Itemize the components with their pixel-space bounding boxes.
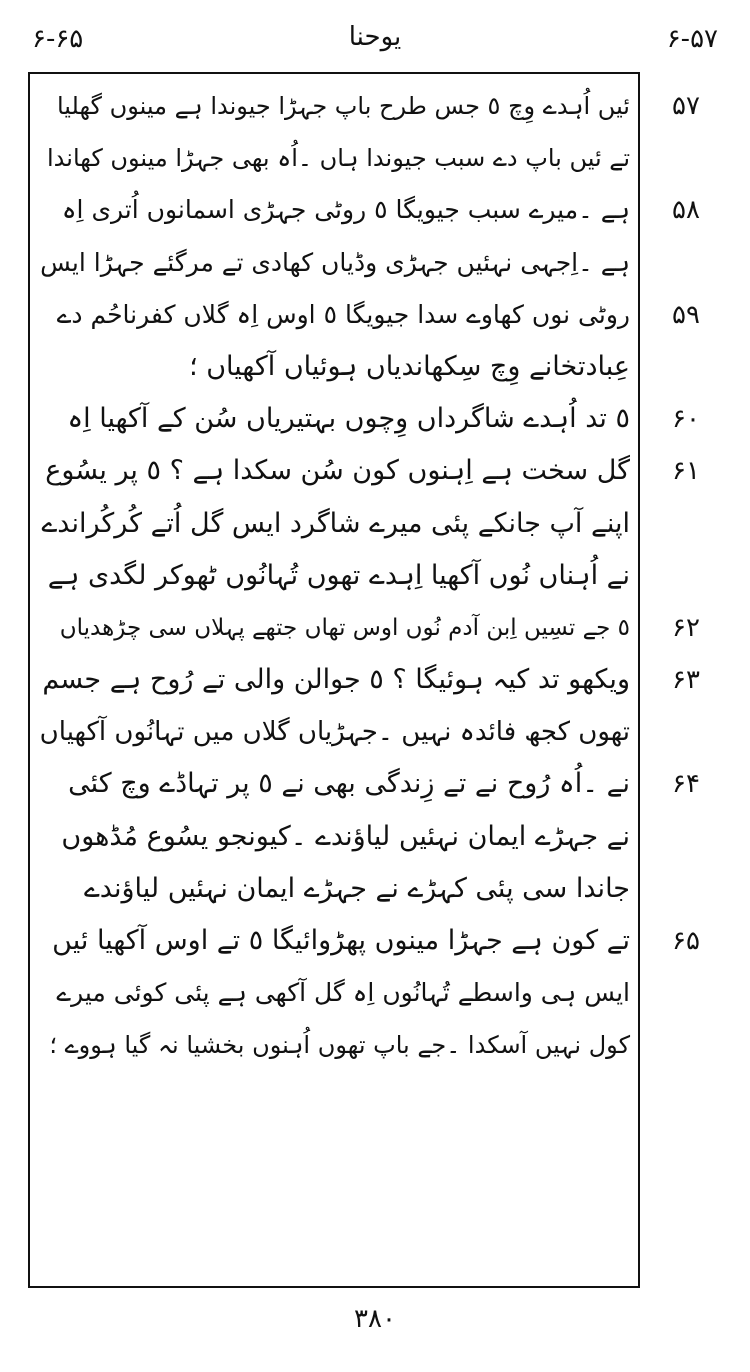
line-text: کول نہیں آسکدا ۔جے باپ تھوں اُہنوں بخشیا نہ گیا ہووے ؛: [49, 1031, 630, 1060]
verse-number: [650, 132, 722, 184]
scripture-text-block: [39, 80, 700, 1072]
verse-number: [650, 967, 722, 1019]
verse-number: ۶۲: [672, 612, 700, 643]
text-line: [40, 811, 630, 863]
text-line: [40, 132, 630, 184]
text-line: [40, 654, 700, 706]
frame-left-rule: [28, 72, 30, 1288]
text-line: [40, 915, 700, 967]
line-text: تے ئیں باپ دے سبب جیوندا ہاں ۔اُہ بھی جہڑا مینوں کھاندا: [47, 144, 630, 173]
verse-number: [650, 550, 722, 602]
line-text: روٹی نوں کھاوے سدا جیویگا ٥ اوس اِہ گلاں کفرناحُم دے: [56, 299, 630, 329]
page-number: ۳۸۰: [354, 1304, 396, 1334]
text-line: [40, 967, 630, 1019]
page-header: [18, 14, 732, 64]
line-text: اپنے آپ جانکے پئی میرے شاگرد ایس گل اُتے کُرکُراندے: [41, 507, 630, 539]
verse-number: [650, 498, 722, 550]
verse-number: ۶۳: [672, 665, 700, 696]
text-line: [40, 445, 700, 497]
line-text: تھوں کجھ فائدہ نہیں ۔جہڑیاں گلاں میں تہانُوں آکھیاں: [39, 717, 630, 748]
text-line: [40, 863, 630, 915]
frame-top-rule: [28, 72, 640, 74]
line-text: ایس ہی واسطے تُہانُوں اِہ گل آکھی ہے پئی کوئی میرے: [56, 978, 630, 1008]
line-text: نے جہڑے ایمان نہئیں لیاؤندے ۔کیونجو یسُوع مُڈھوں: [61, 820, 630, 852]
frame-right-rule: [638, 72, 640, 1288]
verse-number: ۶۱: [672, 456, 700, 487]
text-line: [40, 758, 700, 810]
line-text: عِبادتخانے وِچ سِکھاندیاں ہوئیاں آکھیاں ؛: [189, 350, 630, 382]
verse-number: ۵۹: [672, 299, 700, 330]
header-right-verse-range: ۶-۵۷: [666, 24, 718, 54]
text-line: [40, 706, 630, 758]
line-text: ئیں اُہدے وِچ ٥ جس طرح باپ جہڑا جیوندا ہے مینوں گھلیا: [56, 92, 630, 120]
verse-number: [650, 706, 722, 758]
book-title: یوحنا: [348, 22, 402, 52]
text-line: [40, 184, 700, 236]
text-line: [40, 237, 630, 289]
text-line: [40, 1019, 630, 1071]
verse-number: [650, 1019, 722, 1071]
line-text: تے کون ہے جہڑا مینوں پھڑوائیگا ٥ تے اوس آکھیا ئیں: [52, 925, 630, 956]
line-text: نے ۔اُہ رُوح نے تے زِندگی بھی نے ٥ پر تہاڈے وچ کئی: [68, 768, 630, 800]
text-line: [40, 80, 700, 132]
text-line: [40, 602, 700, 654]
text-line: [40, 289, 700, 341]
verse-number: [650, 237, 722, 289]
line-text: ٥ جے تسِیں اِبن آدم نُوں اوس تھاں جتھے پہلاں سی چڑھدیاں: [59, 614, 630, 641]
verse-number: ۶۵: [672, 926, 700, 956]
verse-number: ۶۰: [672, 404, 700, 435]
line-text: جاندا سی پئی کہڑے نے جہڑے ایمان نہئیں لیاؤندے: [83, 872, 630, 904]
line-text: نے اُہناں نُوں آکھیا اِہدے تھوں تُہانُوں ٹھوکر لگدی ہے: [47, 559, 630, 591]
verse-number: [650, 863, 722, 915]
verse-number: ۵۸: [672, 195, 700, 226]
line-text: ویکھو تد کیہ ہوئیگا ؟ ٥ جوالن والی تے رُوح ہے جسم: [42, 664, 630, 696]
line-text: ہے ۔میرے سبب جیویگا ٥ روٹی جہڑی اسمانوں اُتری اِہ: [61, 195, 630, 225]
verse-number: ۶۴: [672, 769, 700, 800]
text-line: [40, 498, 630, 550]
line-text: ٥ تد اُہدے شاگرداں وِچوں بہتیریاں سُن کے آکھیا اِہ: [67, 403, 630, 435]
line-text: گل سخت ہے اِہنوں کون سُن سکدا ہے ؟ ٥ پر یسُوع: [45, 455, 630, 487]
verse-number: [650, 811, 722, 863]
verse-number: ۵۷: [672, 91, 700, 121]
text-line: [40, 393, 700, 445]
verse-number: [650, 341, 722, 393]
text-line: [40, 341, 630, 393]
text-line: [40, 550, 630, 602]
header-left-verse-range: ۶-۶۵: [32, 24, 84, 54]
line-text: ہے ۔اِجہی نہئیں جہڑی وڈیاں کھادی تے مرگئے جہڑا ایس: [40, 247, 630, 277]
frame-bottom-rule: [28, 1286, 640, 1288]
